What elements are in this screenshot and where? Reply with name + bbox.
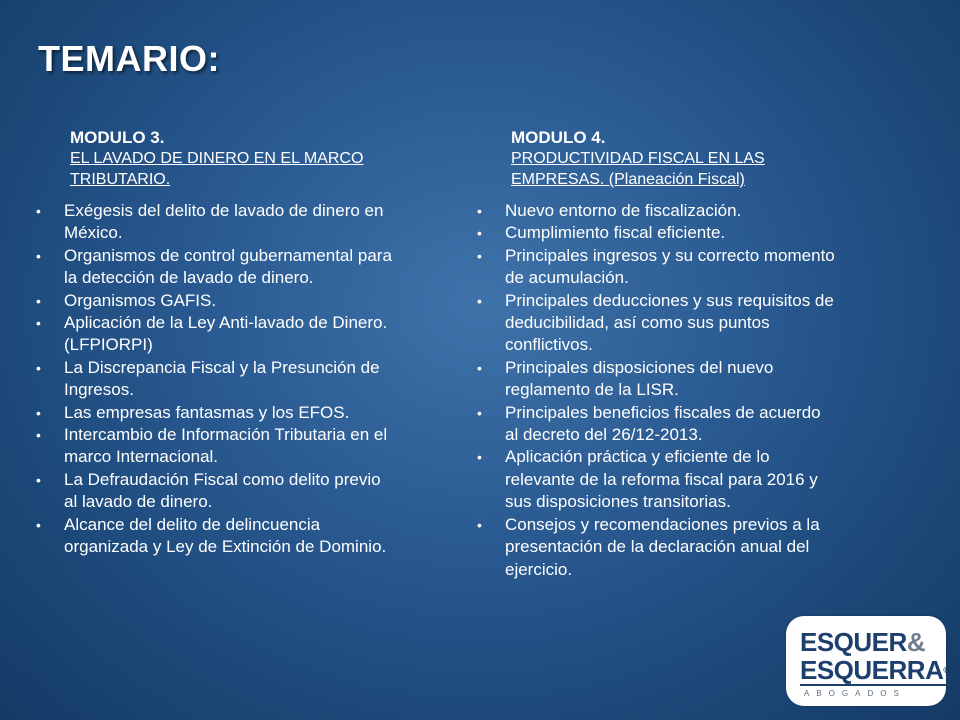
list-item: • Principales deducciones y sus requisitos de deducibilidad, así como sus puntos conflictivos. <box>473 290 835 357</box>
module-4-label: MODULO 4. <box>511 128 606 147</box>
logo-tagline: ABOGADOS <box>804 689 906 698</box>
list-item: • Organismos GAFIS. <box>32 290 394 312</box>
list-item: • Nuevo entorno de fiscalización. <box>473 200 835 222</box>
logo-line-1 <box>800 628 925 656</box>
module-3-column <box>64 128 450 559</box>
module-4-column <box>505 128 891 581</box>
logo-ampersand: & <box>906 627 926 657</box>
list-item: • Principales beneficios fiscales de acuerdo al decreto del 26/12-2013. <box>473 402 835 447</box>
list-item: • Consejos y recomendaciones previos a la presentación de la declaración anual del ejercicio. <box>473 514 835 581</box>
list-item: • Intercambio de Información Tributaria en el marco Internacional. <box>32 424 394 469</box>
logo-word-esquerra: ESQUERRA <box>800 655 944 685</box>
list-item: • La Defraudación Fiscal como delito previo al lavado de dinero. <box>32 469 394 514</box>
logo-word-esquer: ESQUER <box>800 627 907 657</box>
module-3-list <box>32 200 412 559</box>
module-3-topic: EL LAVADO DE DINERO EN EL MARCO TRIBUTARIO. <box>70 150 364 188</box>
list-item: • Alcance del delito de delincuencia organizada y Ley de Extinción de Dominio. <box>32 514 394 559</box>
module-4-topic: PRODUCTIVIDAD FISCAL EN LAS EMPRESAS. (Planeación Fiscal) <box>511 150 765 188</box>
list-item: • Aplicación de la Ley Anti-lavado de Dinero. (LFPIORPI) <box>32 312 394 357</box>
list-item: • Principales disposiciones del nuevo reglamento de la LISR. <box>473 357 835 402</box>
logo-line-2 <box>800 656 950 686</box>
module-4-list <box>473 200 853 581</box>
page-title: TEMARIO: <box>38 38 220 79</box>
list-item: • Principales ingresos y su correcto momento de acumulación. <box>473 245 835 290</box>
list-item: • Las empresas fantasmas y los EFOS. <box>32 402 394 424</box>
list-item: • Organismos de control gubernamental para la detección de lavado de dinero. <box>32 245 394 290</box>
list-item: • Exégesis del delito de lavado de dinero en México. <box>32 200 394 245</box>
list-item: • Cumplimiento fiscal eficiente. <box>473 222 835 244</box>
registered-mark: ® <box>943 665 950 675</box>
list-item: • La Discrepancia Fiscal y la Presunción de Ingresos. <box>32 357 394 402</box>
company-logo <box>786 616 950 706</box>
list-item: • Aplicación práctica y eficiente de lo relevante de la reforma fiscal para 2016 y sus disposiciones transitorias. <box>473 446 835 513</box>
module-3-label: MODULO 3. <box>70 128 165 147</box>
